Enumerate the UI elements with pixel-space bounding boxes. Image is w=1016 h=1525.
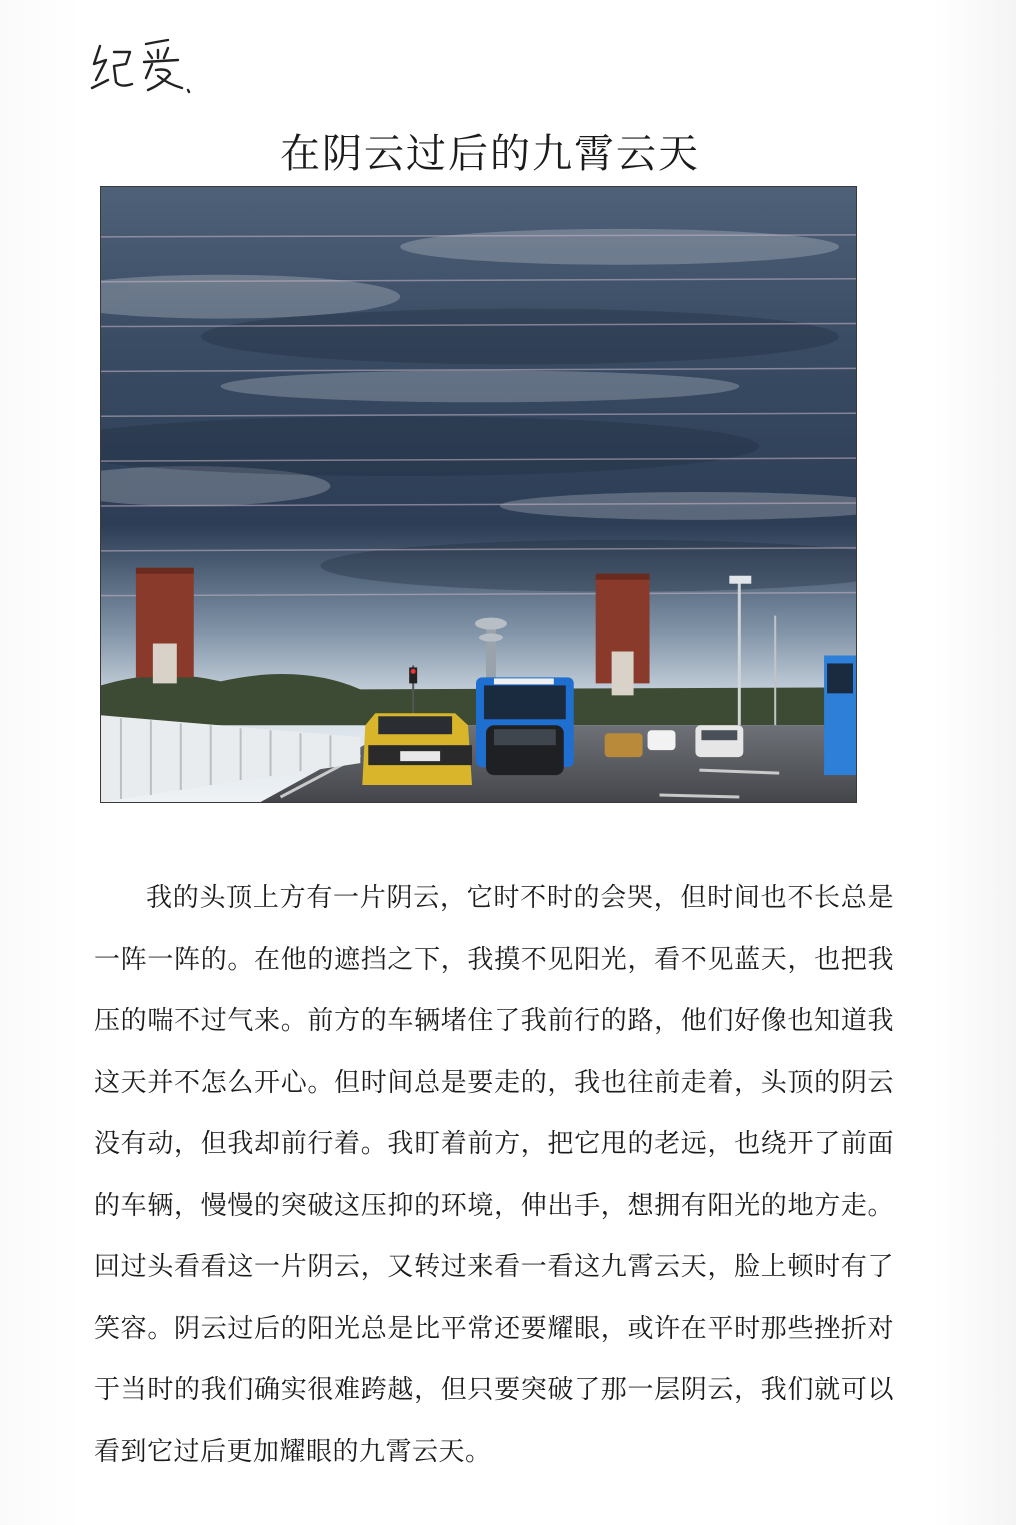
- handwritten-signature: [86, 30, 206, 100]
- document-title: 在阴云过后的九霄云天: [280, 131, 700, 177]
- photo-street-cloudy-sky-icon: [101, 187, 856, 802]
- body-text: [94, 868, 894, 1483]
- body-paragraph: 我的头顶上方有一片阴云，它时不时的会哭，但时间也不长总是一阵一阵的。在他的遮挡之下，我摸不见阳光，看不见蓝天，也把我压的喘不过气来。前方的车辆堵住了我前行的路，他们好像也知道我这天并不怎么开心。但时间总是要走的，我也往前走着，头顶的阴云没有动，但我却前行着。我盯着前方，把它甩的老远，也绕开了前面的车辆，慢慢的突破这压抑的环境，伸出手，想拥有阳光的地方走。回过头看看这一片阴云，又转过来看一看这九霄云天，脸上顿时有了笑容。阴云过后的阳光总是比平常还要耀眼，或许在平时那些挫折对于当时的我们确实很难跨越，但只要突破了那一层阴云，我们就可以看到它过后更加耀眼的九霄云天。: [94, 883, 894, 1467]
- street-photo: [100, 186, 857, 803]
